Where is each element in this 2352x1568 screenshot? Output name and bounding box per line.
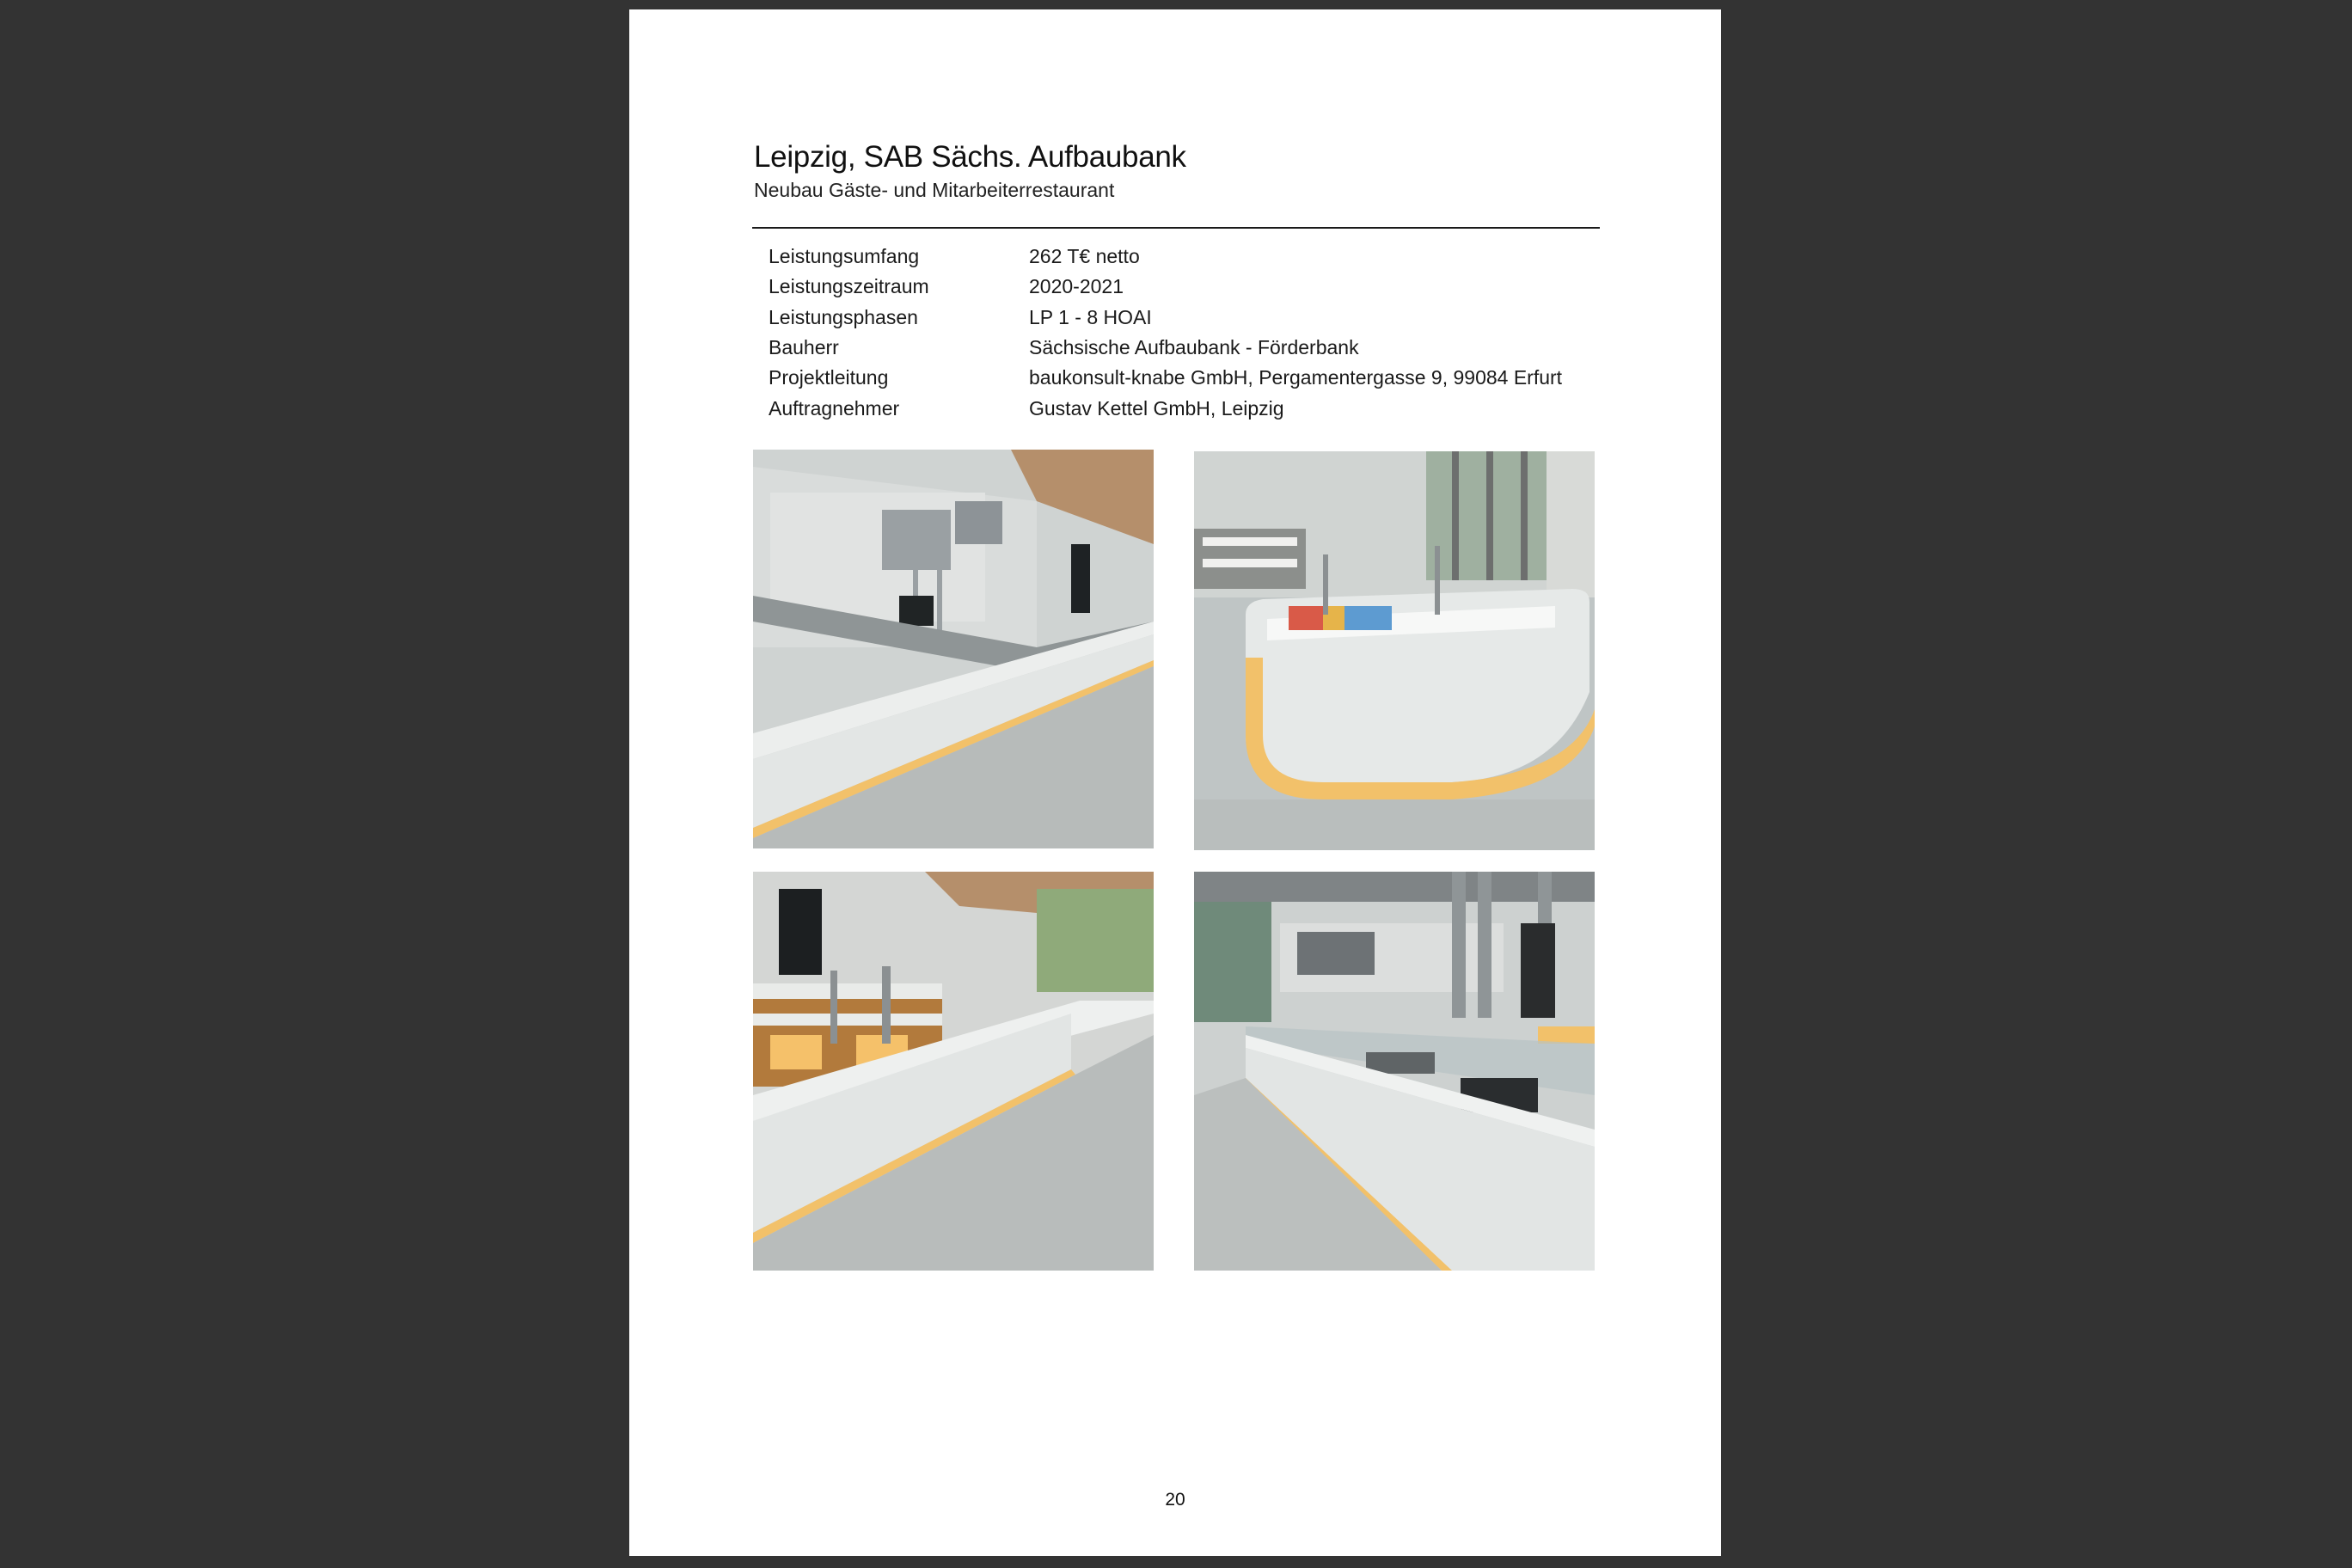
fact-value: Sächsische Aufbaubank - Förderbank	[1029, 336, 1359, 359]
fact-row	[769, 242, 1594, 272]
fact-label: Leistungszeitraum	[769, 275, 929, 298]
fact-row	[769, 272, 1594, 302]
counter-photo-3	[753, 872, 1154, 1271]
page-number: 20	[1165, 1490, 1185, 1510]
counter-photo-2	[1194, 451, 1595, 850]
fact-row	[769, 363, 1594, 393]
document-page	[629, 9, 1721, 1556]
fact-label: Bauherr	[769, 336, 839, 359]
fact-label: Projektleitung	[769, 366, 889, 389]
fact-value: LP 1 - 8 HOAI	[1029, 305, 1152, 328]
counter-photo-4	[1194, 872, 1595, 1271]
fact-label: Auftragnehmer	[769, 396, 900, 420]
fact-row	[769, 303, 1594, 333]
title-divider	[752, 227, 1600, 229]
fact-label: Leistungsumfang	[769, 245, 920, 268]
fact-value: Gustav Kettel GmbH, Leipzig	[1029, 396, 1284, 420]
page-subtitle: Neubau Gäste- und Mitarbeiterrestaurant	[754, 179, 1115, 201]
project-facts-table	[769, 242, 1594, 424]
fact-row	[769, 333, 1594, 363]
fact-row	[769, 393, 1594, 423]
fact-value: 262 T€ netto	[1029, 245, 1140, 268]
page-title: Leipzig, SAB Sächs. Aufbaubank	[754, 140, 1186, 174]
counter-photo-1	[753, 450, 1154, 848]
fact-label: Leistungsphasen	[769, 305, 918, 328]
fact-value: 2020-2021	[1029, 275, 1124, 298]
fact-value: baukonsult-knabe GmbH, Pergamentergasse 9, 99084 Erfurt	[1029, 366, 1563, 389]
